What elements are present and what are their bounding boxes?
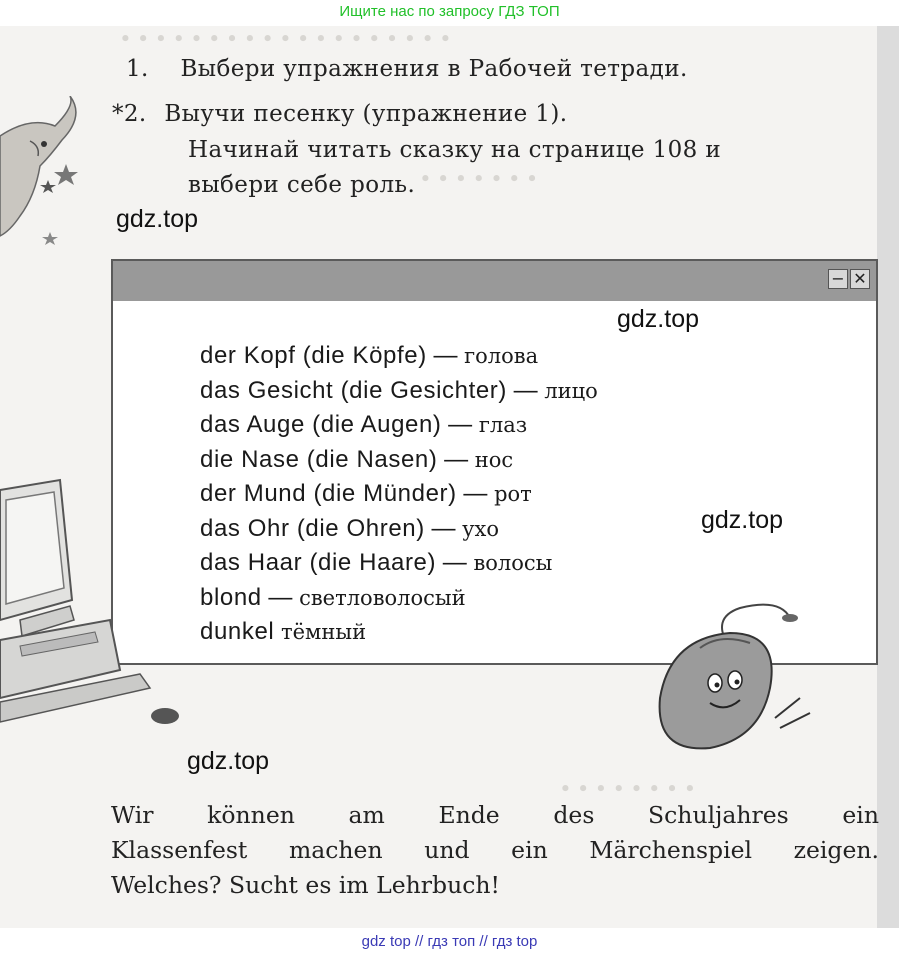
paragraph-line: Wir können am Ende des Schuljahres ein (111, 801, 879, 829)
bottom-banner[interactable]: gdz top // гдз топ // гдз top (0, 928, 899, 955)
task-text: Выучи песенку (упражнение 1). (164, 101, 568, 127)
bleed-through-text: ∙ ∙ ∙ ∙ ∙ ∙ ∙ ∙ ∙ ∙ ∙ ∙ ∙ ∙ ∙ ∙ ∙ ∙ ∙ (120, 26, 451, 51)
task-text: выбери себе роль. (188, 172, 416, 198)
list-item: blond — светловолосый (200, 583, 466, 611)
bleed-through-text: ∙ ∙ ∙ ∙ ∙ ∙ ∙ ∙ (560, 776, 696, 801)
mouse-illustration (640, 588, 820, 768)
task-number: 1. (126, 56, 149, 82)
watermark: gdz.top (116, 205, 199, 233)
paragraph-line: Klassenfest machen und ein Märchenspiel zeigen. (111, 836, 879, 864)
page-edge (877, 26, 899, 928)
window-titlebar (113, 261, 876, 301)
task-2-continuation (188, 137, 721, 163)
list-item: das Haar (die Haare) — волосы (200, 549, 553, 576)
list-item: dunkel тёмный (200, 618, 367, 645)
minimize-button[interactable]: − (828, 269, 848, 289)
list-item: die Nase (die Nasen) — нос (200, 445, 514, 473)
bleed-through-text: ∙ ∙ ∙ ∙ ∙ ∙ ∙ (420, 166, 538, 191)
close-button[interactable]: ✕ (850, 269, 870, 289)
star-icon (36, 160, 82, 250)
paragraph-text (111, 798, 879, 903)
top-banner[interactable]: Ищите нас по запросу ГДЗ ТОП (339, 3, 560, 20)
task-1 (126, 56, 688, 82)
list-item: das Auge (die Augen) — глаз (200, 411, 528, 438)
watermark: gdz.top (617, 305, 700, 333)
list-item: der Mund (die Münder) — рот (200, 480, 532, 507)
list-item: das Ohr (die Ohren) — ухо (200, 514, 500, 542)
task-text: Начинай читать сказку на странице 108 и (188, 137, 722, 163)
computer-illustration (0, 470, 180, 730)
list-item: der Kopf (die Köpfe) — голова (200, 342, 539, 369)
task-2-continuation (188, 172, 415, 198)
paragraph-line: Welches? Sucht es im Lehrbuch! (111, 871, 500, 899)
task-number: *2. (112, 101, 147, 127)
list-item: das Gesicht (die Gesichter) — лицо (200, 376, 598, 404)
task-2 (112, 101, 567, 127)
watermark: gdz.top (701, 506, 784, 534)
vocabulary-list (200, 339, 598, 650)
task-text: Выбери упражнения в Рабочей тетради. (180, 56, 688, 82)
watermark: gdz.top (187, 747, 270, 775)
